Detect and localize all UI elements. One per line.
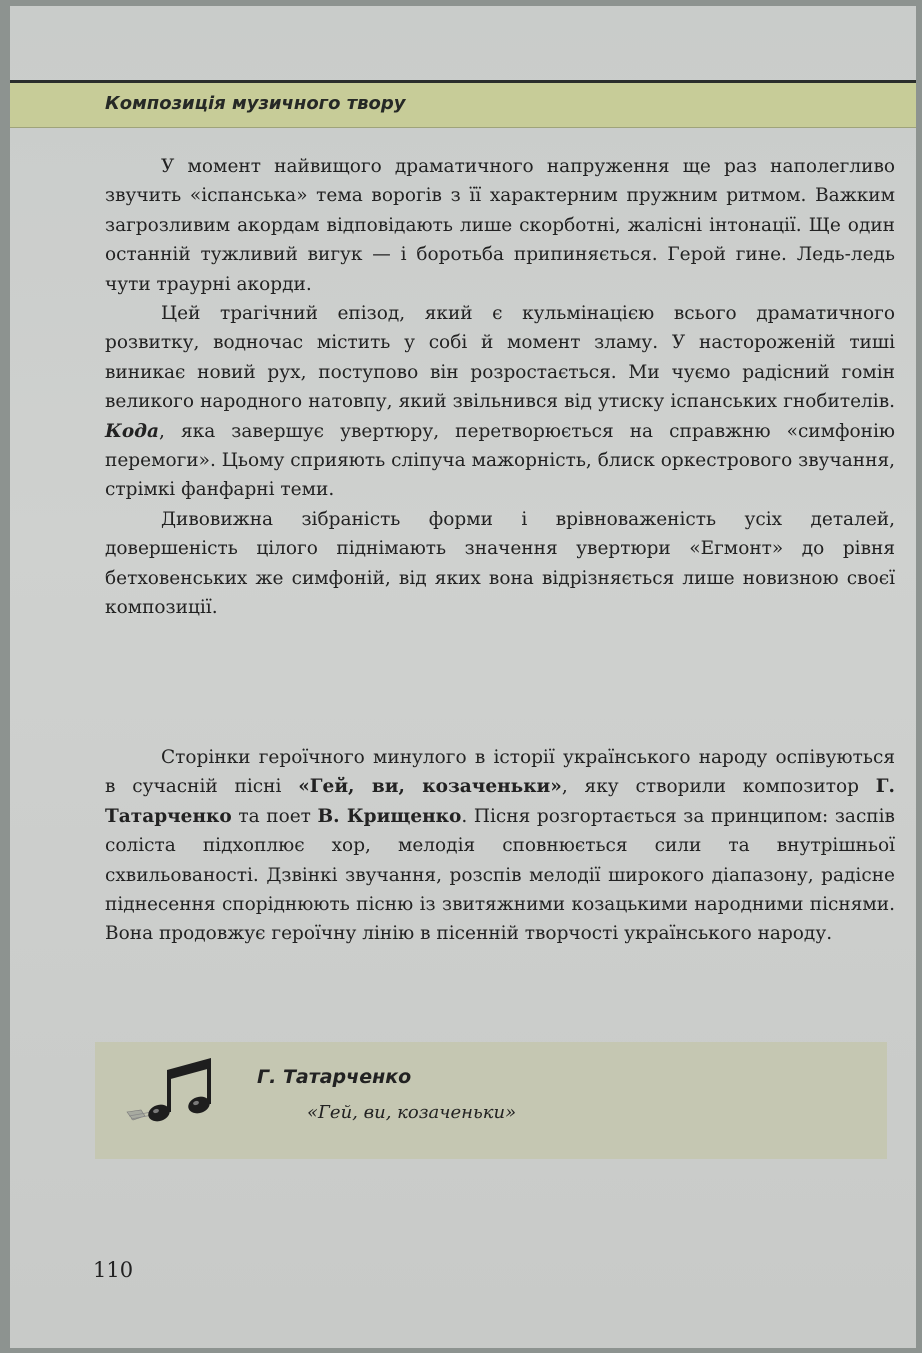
song-name: «Гей, ви, козаченьки» — [298, 776, 562, 798]
paragraph-text: Цей трагічний епізод, який є кульмінацією всього драматичного розвитку, водночас містить у собі й момент зламу. У настороженій тиші виникає новий рух, поступово він розростається. Ми чуємо радісний гомін великого народного натовпу, який звільнився від утиску іспанських гнобителів. — [105, 303, 895, 413]
textbook-page — [10, 6, 916, 1348]
composer-name: Г. Татарченко — [105, 776, 895, 827]
listening-song-title: «Гей, ви, козаченьки» — [307, 1102, 517, 1123]
term-coda: Кода — [105, 420, 160, 442]
paragraph — [105, 299, 895, 505]
paragraph — [105, 505, 895, 623]
page-number: 110 — [93, 1258, 134, 1282]
paragraph-text: , яка завершує увертюру, перетворюється на справжню «симфонію перемоги». Цьому сприяють сліпуча мажорність, блиск оркестрового звучання, стрімкі фанфарні теми. — [105, 420, 895, 501]
paragraph-text: Дивовижна зібраність форми і врівноваженість усіх деталей, довершеність цілого піднімають значення увертюри «Егмонт» до рівня бетховенських же симфоній, від яких вона відрізняється лише новизною своєї композиції. — [105, 508, 895, 619]
paragraph-text: У момент найвищого драматичного напруження ще раз наполегливо звучить «іспанська» тема ворогів з її характерним пружним ритмом. Важким загрозливим акордам відповідають лише скорботні, жалісні інтонації. Ще один останній тужливий вигук — і боротьба припиняється. Герой гине. Ледь-ледь чути траурні акорди. — [105, 156, 895, 295]
paragraph — [105, 152, 895, 299]
poet-name: В. Крищенко — [317, 805, 462, 827]
listening-box — [95, 1042, 887, 1159]
paragraph-text: . Пісня розгортається за принципом: заспів соліста підхоплює хор, мелодія сповнюється сили та внутрішньої схвильованості. Дзвінкі звучання, розспів мелодії широкого діапазону, радісне піднесення споріднюють пісню із звитяжними козацькими народними піснями. Вона продовжує героїчну лінію в пісенній творчості українського народу. — [105, 805, 895, 945]
section-header-band — [10, 80, 916, 128]
song-text-block — [105, 743, 895, 949]
egmont-text-block — [105, 152, 895, 623]
music-note-icon — [123, 1046, 223, 1130]
listening-composer: Г. Татарченко — [257, 1066, 412, 1088]
section-header-title: Композиція музичного твору — [105, 93, 406, 114]
paragraph-text: , яку створили композитор — [561, 776, 876, 798]
paragraph-text: Сторінки героїчного минулого в історії українського народу оспівуються в сучасній пісні — [105, 747, 895, 798]
paragraph-text: та поет — [231, 805, 318, 827]
paragraph — [105, 743, 895, 949]
